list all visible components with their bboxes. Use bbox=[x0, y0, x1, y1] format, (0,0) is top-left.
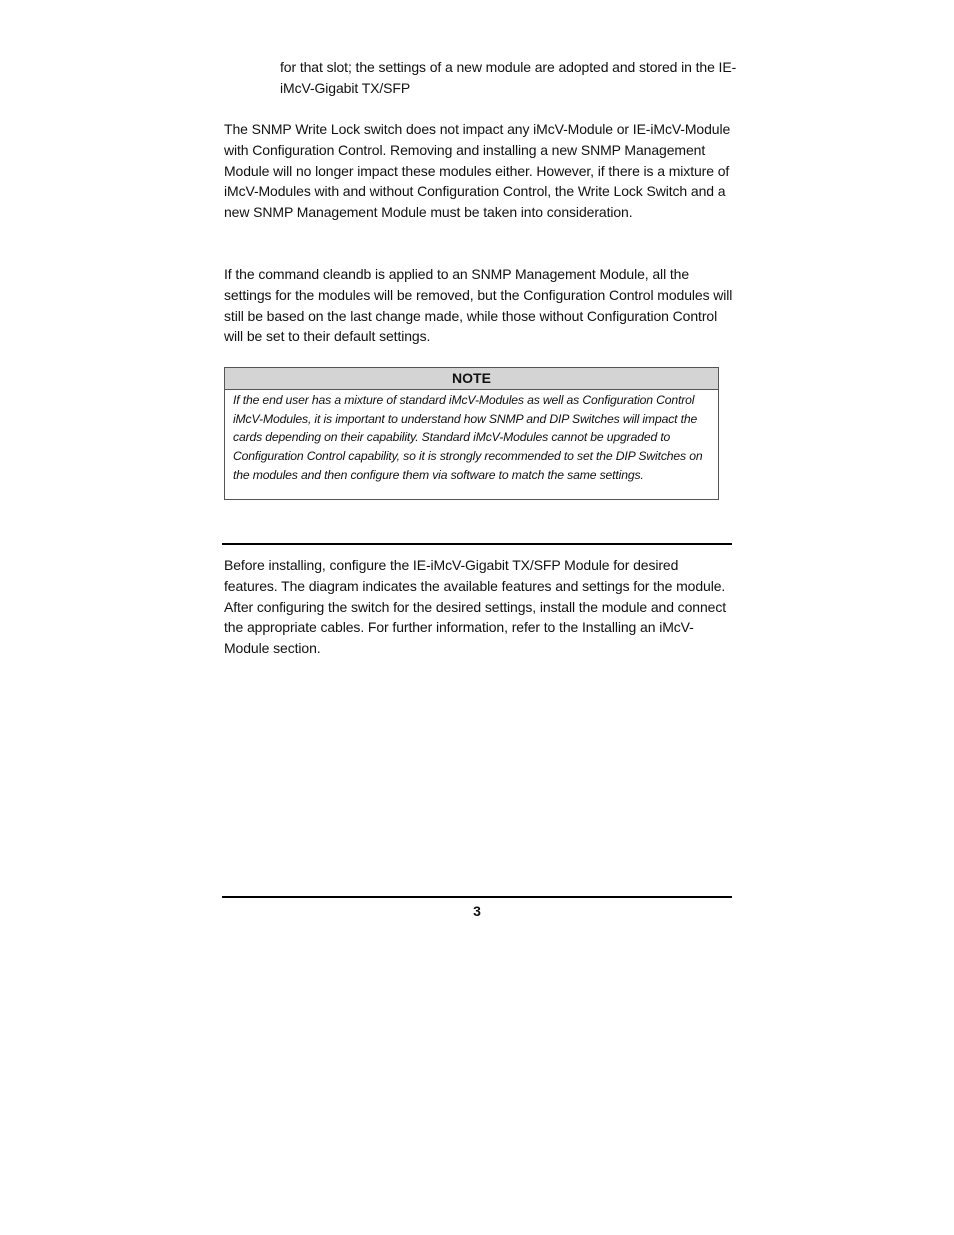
note-box bbox=[224, 367, 719, 500]
page-number: 3 bbox=[473, 903, 481, 919]
continuation-paragraph: for that slot; the settings of a new module are adopted and stored in the IE-iMcV-Gigabit TX/SFP bbox=[280, 59, 737, 96]
section-divider bbox=[222, 543, 732, 545]
note-body: If the end user has a mixture of standard iMcV-Modules as well as Configuration Control iMcV-Modules, it is important to understand how SNMP and DIP Switches will impact the cards depending on their capability. Standard iMcV-Modules cannot be upgraded to Configuration Control capability, so it is strongly recommended to set the DIP Switches on the modules and then configure them via software to match the same settings. bbox=[233, 393, 703, 482]
note-title: NOTE bbox=[225, 368, 718, 390]
footer-divider bbox=[222, 896, 732, 898]
cleandb-paragraph: If the command cleandb is applied to an SNMP Management Module, all the settings for the modules will be removed, but the Configuration Control modules will still be based on the last change made, while those without Configuration Control will be set to their default settings. bbox=[224, 266, 733, 345]
before-installing-paragraph: Before installing, configure the IE-iMcV-Gigabit TX/SFP Module for desired features. The diagram indicates the available features and settings for the module. After configuring the switch for the desired settings, install the module and connect the appropriate cables. For further information, refer to the Installing an iMcV-Module section. bbox=[224, 557, 727, 657]
write-lock-paragraph: The SNMP Write Lock switch does not impact any iMcV-Module or IE-iMcV-Module with Configuration Control. Removing and installing a new SNMP Management Module will no longer impact these modules either. However, if there is a mixture of iMcV-Modules with and without Configuration Control, the Write Lock Switch and a new SNMP Management Module must be taken into consideration. bbox=[224, 121, 731, 221]
